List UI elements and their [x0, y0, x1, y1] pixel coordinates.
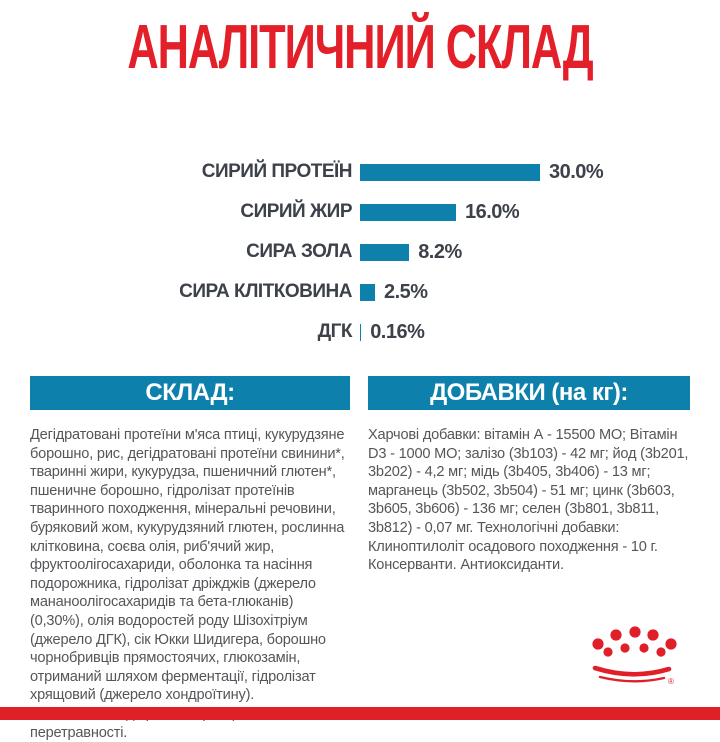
chart-category-label: СИРА КЛІТКОВИНА: [179, 281, 352, 302]
chart-category-label: СИРИЙ ПРОТЕЇН: [201, 161, 352, 182]
page-title: АНАЛІТИЧНИЙ СКЛАД: [127, 13, 593, 82]
chart-row: [30, 152, 603, 192]
crown-swoosh-thick: [595, 668, 669, 674]
registered-trademark-symbol: ®: [668, 677, 674, 686]
additives-section: [368, 376, 690, 575]
chart-bar: [360, 164, 540, 181]
chart-bar: [360, 324, 361, 341]
chart-row: [30, 272, 603, 312]
chart-category-label: СИРИЙ ЖИР: [240, 201, 352, 222]
chart-value-label: 16.0%: [465, 200, 520, 223]
additives-header: ДОБАВКИ (на кг):: [368, 376, 690, 410]
crown-swoosh-thin: [600, 677, 664, 681]
additives-body: Харчові добавки: вітамін А - 15500 МО; Вітамін D3 - 1000 МО; залізо (3b103) - 42 мг; йод (3b201, 3b202) - 4,2 мг; мідь (3b405, 3b406) - 13 мг; марганець (3b502, 3b504) - 51 мг; цинк (3b603, 3b605, 3b606) - 136 мг; селен (3b801, 3b811, 3b812) - 0,07 мг. Технологічні добавки: Клиноптилоліт осадового походження - 10 г. Консерванти. Антиоксиданти.: [368, 427, 689, 574]
chart-bar: [360, 204, 456, 221]
composition-footnote: перетравності.: [30, 724, 128, 741]
chart-row: [30, 312, 603, 352]
chart-category-label: ДГК: [317, 321, 352, 342]
chart-bar: [360, 284, 375, 301]
chart-row: [30, 192, 603, 232]
chart-category-label: СИРА ЗОЛА: [246, 241, 352, 262]
chart-row: [30, 232, 603, 272]
chart-bar: [360, 244, 409, 261]
footer-red-bar: [0, 707, 720, 720]
chart-value-label: 0.16%: [370, 320, 425, 343]
royal-canin-crown-icon: [592, 626, 692, 696]
chart-value-label: 2.5%: [384, 280, 428, 303]
composition-header: СКЛАД:: [30, 376, 350, 410]
composition-body: Дегідратовані протеїни м'яса птиці, кукурудзяне борошно, рис, дегідратовані протеїни свинини*, тваринні жири, кукурудза, пшеничний глютен*, пшеничне борошно, гідролізат протеїнів тваринного походження, мінеральні речовини, буряковий жом, кукурудзяний глютен, рослинна клітковина, соєва олія, риб'ячий жир, фруктоолігосахариди, оболонка та насіння подорожника, гідролізат дріжджів (джерело мананоолігосахаридів та бета-глюканів) (0,30%), олія водоростей роду Шізохітріум (джерело ДГК), сік Юкки Шидигера, борошно чорнобривців прямостоячих, глюкозамін, отриманий шляхом ферментації, гідролізат хрящовий (джерело хондроїтину).: [30, 427, 345, 704]
chart-value-label: 30.0%: [549, 160, 604, 183]
analytical-composition-chart: [30, 152, 603, 352]
chart-value-label: 8.2%: [418, 240, 462, 263]
composition-section: [30, 376, 350, 742]
